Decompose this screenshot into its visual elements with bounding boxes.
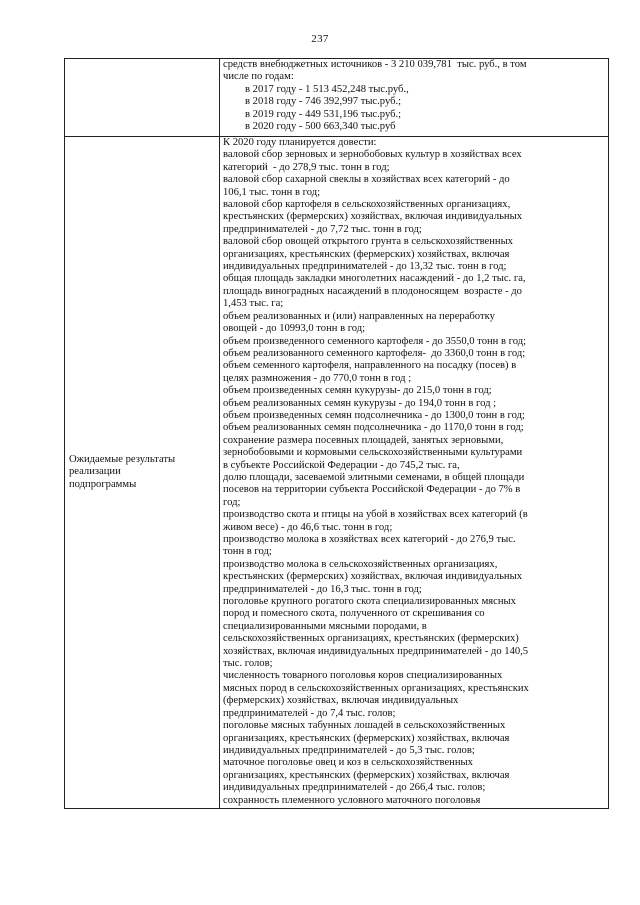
funding-line: средств внебюджетных источников - 3 210 039,781 тыс. руб., в том (223, 59, 527, 70)
expected-result-line: объем произведенного семенного картофеля - до 3550,0 тонн в год; (223, 335, 527, 347)
expected-result-line: пород и помесного скота, полученного от скрешивания со (223, 608, 485, 620)
expected-result-line: объем реализованных семян подсолнечника - до 1170,0 тонн в год; (223, 422, 524, 434)
expected-result-line: объем произведенных семян подсолнечника - до 1300,0 тонн в год; (223, 409, 525, 421)
expected-result-line: посевов на территории субъекта Российской Федерации - до 7% в (223, 484, 521, 496)
expected-result-line: сохранность племенного условного маточного поголовья (223, 794, 481, 806)
expected-result-line: поголовье крупного рогатого скота специализированных мясных (223, 596, 516, 608)
expected-results-lines (223, 137, 602, 807)
expected-result-line: предпринимателей - до 7,4 тыс. голов; (223, 707, 396, 719)
expected-result-line: организациях, крестьянских (фермерских) хозяйствах, включая (223, 769, 510, 781)
row-label-cell (65, 59, 220, 137)
expected-result-line: долю площади, засеваемой элитными семенами, в общей площади (223, 471, 525, 483)
expected-result-line: предпринимателей - до 16,3 тыс. тонн в год; (223, 583, 422, 595)
funding-line: в 2018 году - 746 392,997 тыс.руб.; (245, 96, 402, 108)
expected-result-line: индивидуальных предпринимателей - до 13,32 тыс. тонн в год; (223, 261, 507, 273)
funding-content-cell (220, 59, 609, 137)
expected-result-line: производство молока в хозяйствах всех категорий - до 276,9 тыс. (223, 534, 516, 545)
expected-results-label-line: реализации (69, 466, 121, 478)
expected-result-line: объем произведенных семян кукурузы- до 215,0 тонн в год; (223, 385, 492, 397)
expected-result-line: индивидуальных предпринимателей - до 266,4 тыс. голов; (223, 782, 486, 794)
expected-result-line: производство скота и птицы на убой в хозяйствах всех категорий (в (223, 509, 528, 521)
expected-result-line: категорий - до 278,9 тыс. тонн в год; (223, 161, 390, 173)
expected-result-line: объем реализованного семенного картофеля- до 3360,0 тонн в год; (223, 347, 526, 359)
funding-line: числе по годам: (223, 71, 294, 83)
expected-result-line: валовой сбор овощей открытого грунта в сельскохозяйственных (223, 236, 513, 248)
expected-result-line: живом весе) - до 46,6 тыс. тонн в год; (223, 521, 393, 533)
expected-result-line: валовой сбор сахарной свеклы в хозяйствах всех категорий - до (223, 174, 510, 186)
expected-result-line: специализированными мясными породами, в (223, 620, 427, 632)
funding-lines (223, 59, 602, 133)
table-row-funding (65, 59, 609, 137)
expected-result-line: организациях, крестьянских (фермерских) хозяйствах, включая (223, 732, 510, 744)
expected-result-line: тыс. голов; (223, 658, 273, 670)
expected-result-line: тонн в год; (223, 546, 272, 558)
expected-result-line: зернобобовыми и кормовыми сельскохозяйственными культурами (223, 447, 523, 459)
expected-result-line: площадь виноградных насаждений в плодоносящем возрасте - до (223, 285, 522, 297)
program-passport-table (64, 58, 609, 809)
expected-result-line: объем реализованных семян кукурузы - до 194,0 тонн в год ; (223, 397, 497, 409)
expected-result-line: в субъекте Российской Федерации - до 745,2 тыс. га, (223, 459, 460, 471)
expected-result-line: объем реализованных и (или) направленных на переработку (223, 310, 495, 322)
expected-result-line: поголовье мясных табунных лошадей в сельскохозяйственных (223, 720, 506, 732)
expected-results-label (69, 454, 215, 491)
expected-results-content-cell (220, 137, 609, 809)
expected-result-line: 106,1 тыс. тонн в год; (223, 186, 321, 198)
expected-result-line: общая площадь закладки многолетних насаждений - до 1,2 тыс. га, (223, 273, 526, 285)
funding-line: в 2017 году - 1 513 452,248 тыс.руб., (245, 83, 409, 95)
expected-result-line: валовой сбор картофеля в сельскохозяйственных организациях, (223, 199, 511, 211)
expected-result-line: предпринимателей - до 7,72 тыс. тонн в год; (223, 223, 422, 235)
expected-results-label-line: подпрограммы (69, 478, 137, 490)
expected-result-line: целях размножения - до 770,0 тонн в год ; (223, 372, 412, 384)
expected-result-line: организациях, крестьянских (фермерских) хозяйствах, включая (223, 248, 510, 260)
expected-result-line: хозяйствах, включая индивидуальных предпринимателей - до 140,5 (223, 645, 529, 657)
expected-results-label-line: Ожидаемые результаты (69, 453, 176, 465)
expected-result-line: мясных пород в сельскохозяйственных организациях, крестьянских (223, 682, 529, 694)
expected-result-line: крестьянских (фермерских) хозяйствах, включая индивидуальных (223, 571, 523, 583)
funding-line: в 2019 году - 449 531,196 тыс.руб.; (245, 108, 402, 120)
page-number: 237 (311, 33, 329, 45)
expected-results-label-cell (65, 137, 220, 809)
expected-result-line: индивидуальных предпринимателей - до 5,3 тыс. голов; (223, 744, 475, 756)
expected-result-line: сохранение размера посевных площадей, занятых зерновыми, (223, 434, 504, 446)
expected-result-line: маточное поголовье овец и коз в сельскохозяйственных (223, 757, 473, 769)
expected-result-line: валовой сбор зерновых и зернобобовых культур в хозяйствах всех (223, 149, 522, 161)
expected-result-line: производство молока в сельскохозяйственных организациях, (223, 558, 498, 570)
expected-result-line: овощей - до 10993,0 тонн в год; (223, 323, 366, 335)
table-row-expected-results (65, 137, 609, 809)
expected-result-line: (фермерских) хозяйствах, включая индивидуальных (223, 695, 459, 707)
expected-result-line: К 2020 году планируется довести: (223, 137, 377, 148)
expected-result-line: год; (223, 496, 241, 508)
expected-result-line: 1,453 тыс. га; (223, 298, 284, 310)
funding-line: в 2020 году - 500 663,340 тыс.руб (245, 121, 396, 133)
expected-result-line: численность товарного поголовья коров специализированных (223, 670, 503, 682)
expected-result-line: объем семенного картофеля, направленного на посадку (посев) в (223, 360, 517, 372)
expected-result-line: сельскохозяйственных организациях, крестьянских (фермерских) (223, 633, 519, 645)
expected-result-line: крестьянских (фермерских) хозяйствах, включая индивидуальных (223, 211, 523, 223)
